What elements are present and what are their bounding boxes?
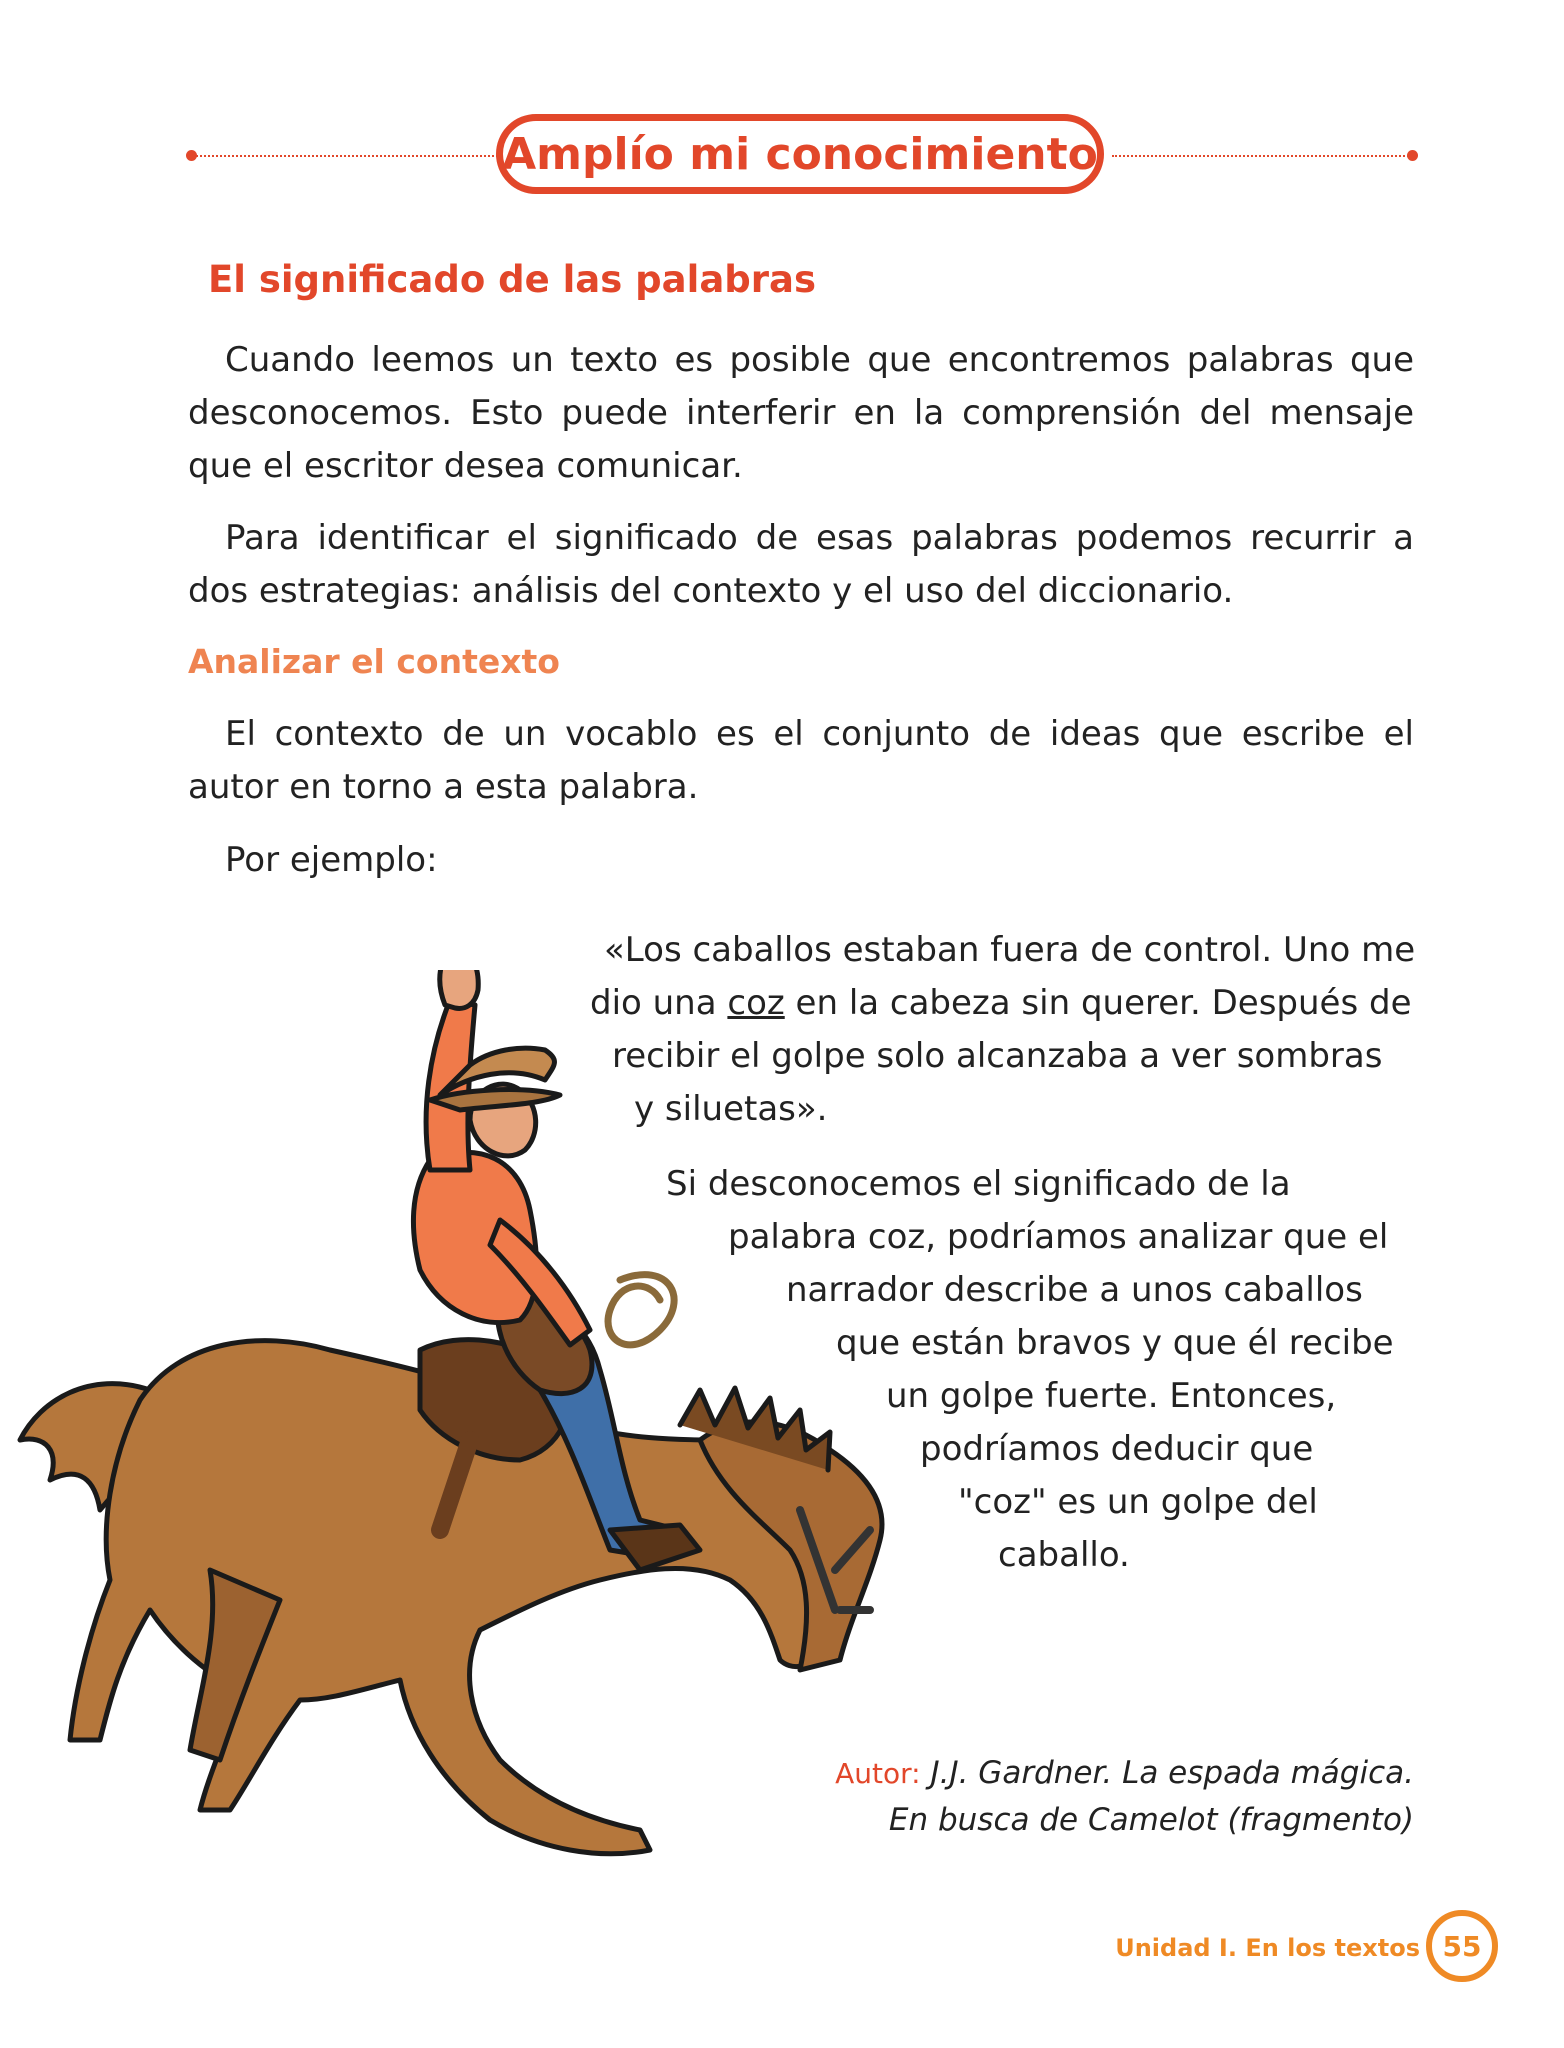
citation-text: J.J. Gardner. La espada mágica. — [920, 1755, 1414, 1791]
explanation-line: caballo. — [998, 1535, 1130, 1575]
explanation-line: que están bravos y que él recibe — [836, 1323, 1394, 1363]
explanation-line: narrador describe a unos caballos — [786, 1270, 1363, 1310]
page-number: 55 — [1442, 1929, 1482, 1963]
page-title: El significado de las palabras — [208, 258, 817, 301]
citation-label: Autor: — [835, 1757, 921, 1790]
paragraph-example-intro: Por ejemplo: — [225, 840, 438, 880]
citation-line: En busca de Camelot (fragmento) — [888, 1802, 1414, 1838]
header-dot-left — [186, 150, 197, 161]
header-dot-right — [1407, 150, 1418, 161]
citation-line — [835, 1750, 1414, 1797]
quote-text: dio una — [590, 983, 728, 1023]
section-header-pill — [496, 114, 1104, 194]
quote-line — [590, 977, 1412, 1030]
paragraph-context-definition: El contexto de un vocablo es el conjunto de ideas que escribe el autor en torno a esta palabra. — [188, 714, 1414, 807]
footer-unit-label: Unidad I. En los textos — [1115, 1934, 1420, 1962]
quote-line: «Los caballos estaban fuera de control. Uno me — [604, 930, 1416, 970]
paragraph-strategies: Para identificar el significado de esas palabras podemos recurrir a dos estrategias: análisis del contexto y el uso del diccionario. — [188, 518, 1414, 611]
paragraph-intro: Cuando leemos un texto es posible que encontremos palabras que desconocemos. Esto puede interferir en la comprensión del mensaje que el escritor desea comunicar. — [188, 340, 1414, 486]
explanation-line: un golpe fuerte. Entonces, — [886, 1376, 1337, 1416]
explanation-line: "coz" es un golpe del — [958, 1482, 1318, 1522]
quote-keyword: coz — [727, 983, 785, 1023]
header-rule-left — [192, 155, 498, 157]
header-rule-right — [1112, 155, 1412, 157]
explanation-line: palabra coz, podríamos analizar que el — [728, 1217, 1389, 1257]
explanation-line: podríamos deducir que — [920, 1429, 1314, 1469]
subsection-title: Analizar el contexto — [188, 642, 560, 681]
quote-text: en la cabeza sin querer. Después de — [784, 983, 1412, 1023]
quote-line: recibir el golpe solo alcanzaba a ver sombras — [612, 1036, 1383, 1076]
page-number-badge — [1426, 1910, 1498, 1982]
explanation-line: Si desconocemos el significado de la — [666, 1164, 1291, 1204]
quote-line: y siluetas». — [634, 1089, 828, 1129]
section-header-title: Amplío mi conocimiento — [502, 128, 1098, 180]
